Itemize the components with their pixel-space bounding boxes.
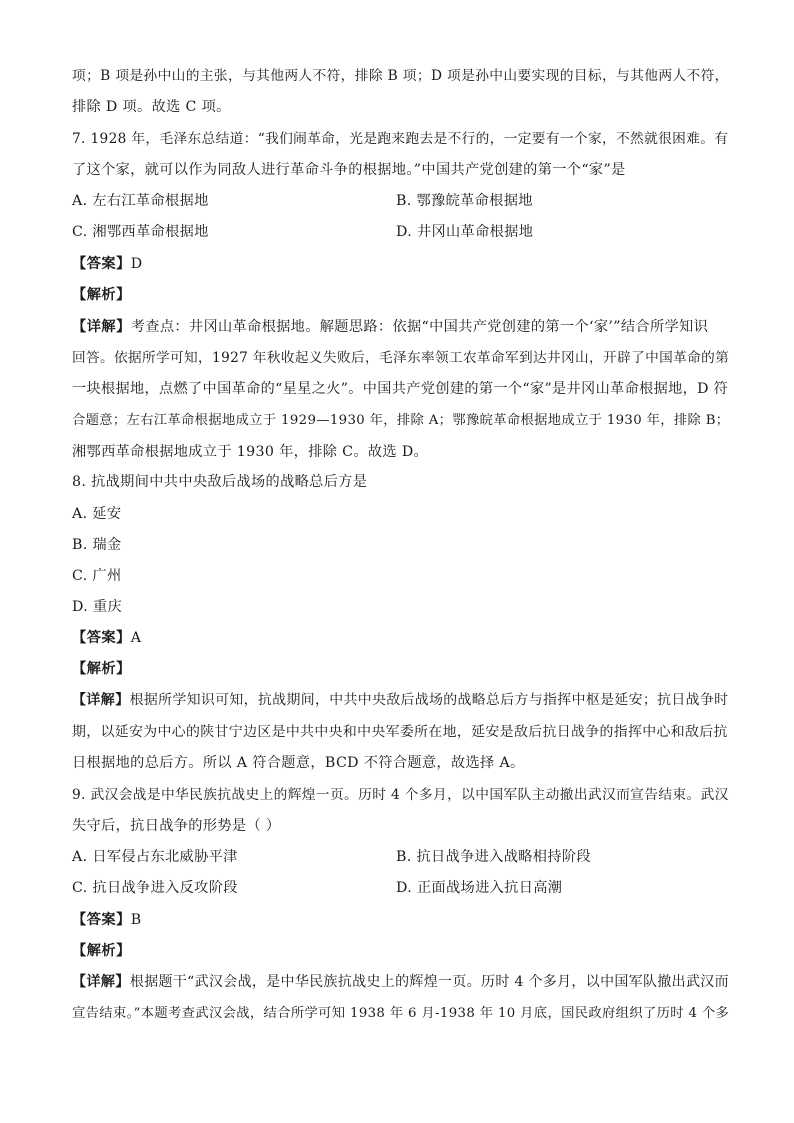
q7-detail-line-3: 一块根据地，点燃了中国革命的“星星之火”。中国共产党创建的第一个“家”是井冈山革命根据地，D 符	[72, 381, 729, 397]
q8-option-a: A. 延安	[72, 506, 122, 522]
q9-option-b: B. 抗日战争进入战略相持阶段	[396, 849, 591, 865]
prev-explanation-line-1: 项；B 项是孙中山的主张，与其他两人不符，排除 B 项；D 项是孙中山要实现的目标，与其他两人不符，	[72, 68, 729, 84]
q8-detail-line-2: 期，以延安为中心的陕甘宁边区是中共中央和中央军委所在地，延安是敌后抗日战争的指挥中心和敌后抗	[72, 724, 728, 740]
q9-stem-line-1: 9. 武汉会战是中华民族抗战史上的辉煌一页。历时 4 个多月，以中国军队主动撤出武汉而宣告结束。武汉	[72, 787, 729, 803]
q9-option-c: C. 抗日战争进入反攻阶段	[72, 880, 238, 896]
q7-answer	[72, 254, 143, 274]
q8-option-b: B. 瑞金	[72, 537, 122, 553]
answer-tag: 【答案】	[72, 912, 131, 928]
answer-tag: 【答案】	[72, 630, 131, 646]
q9-analysis-heading	[72, 941, 131, 961]
q8-option-d: D. 重庆	[72, 599, 123, 615]
q7-option-a: A. 左右江革命根据地	[72, 193, 209, 209]
q7-option-b: B. 鄂豫皖革命根据地	[396, 193, 533, 209]
detail-tag: 【详解】	[72, 974, 130, 990]
analysis-tag: 【解析】	[72, 287, 131, 303]
q9-answer-value: B	[130, 912, 142, 928]
q7-detail-line-5: 湘鄂西革命根据地成立于 1930 年，排除 C。故选 D。	[72, 444, 429, 460]
q7-detail-text-1: 考查点：井冈山革命根据地。解题思路：依据“中国共产党创建的第一个‘家’”结合所学知识	[130, 319, 709, 335]
q9-stem-line-2: 失守后，抗日战争的形势是（ ）	[72, 818, 281, 834]
detail-tag: 【详解】	[72, 319, 131, 335]
analysis-tag: 【解析】	[72, 943, 131, 959]
q8-stem: 8. 抗战期间中共中央敌后战场的战略总后方是	[72, 474, 368, 490]
q7-detail-line-2: 回答。依据所学可知，1927 年秋收起义失败后，毛泽东率领工农革命军到达井冈山，开辟了中国革命的第	[72, 350, 730, 366]
q8-answer	[72, 628, 141, 648]
detail-tag: 【详解】	[72, 692, 130, 708]
q7-analysis-heading	[72, 285, 131, 305]
q7-answer-value: D	[130, 256, 143, 272]
q8-detail-text-1: 根据所学知识可知，抗战期间，中共中央敌后战场的战略总后方与指挥中枢是延安；抗日战争时	[129, 692, 729, 708]
q7-option-d: D. 井冈山革命根据地	[396, 224, 534, 240]
q7-detail-line-4: 合题意；左右江革命根据地成立于 1929—1930 年，排除 A；鄂豫皖革命根据地成立于 1930 年，排除 B；	[72, 413, 730, 428]
q9-option-d: D. 正面战场进入抗日高潮	[396, 880, 563, 896]
answer-tag: 【答案】	[72, 256, 131, 272]
q8-analysis-heading	[72, 659, 131, 679]
q8-detail-line-3: 日根据地的总后方。所以 A 符合题意，BCD 不符合题意，故选择 A。	[72, 755, 525, 771]
q7-detail-line-1	[72, 317, 708, 337]
q7-stem-line-1: 7. 1928 年，毛泽东总结道：“我们闹革命，光是跑来跑去是不行的，一定要有一个家，不然就很困难。有	[72, 131, 729, 147]
q7-option-c: C. 湘鄂西革命根据地	[72, 224, 209, 240]
q8-option-c: C. 广州	[72, 568, 122, 584]
q8-detail-line-1	[72, 690, 728, 710]
q9-detail-line-2: 宣告结束。”本题考查武汉会战，结合所学可知 1938 年 6 月-1938 年 10 月底，国民政府组织了历时 4 个多	[72, 1006, 730, 1021]
q7-stem-line-2: 了这个家，就可以作为同敌人进行革命斗争的根据地。”中国共产党创建的第一个“家”是	[72, 162, 626, 178]
analysis-tag: 【解析】	[72, 661, 131, 677]
q9-detail-text-1: 根据题干“武汉会战，是中华民族抗战史上的辉煌一页。历时 4 个多月，以中国军队撤出武汉而	[129, 974, 729, 990]
q9-option-a: A. 日军侵占东北威胁平津	[72, 849, 238, 865]
q9-detail-line-1	[72, 972, 729, 992]
q8-answer-value: A	[130, 630, 142, 646]
q9-answer	[72, 910, 142, 930]
prev-explanation-line-2: 排除 D 项。故选 C 项。	[72, 99, 231, 115]
